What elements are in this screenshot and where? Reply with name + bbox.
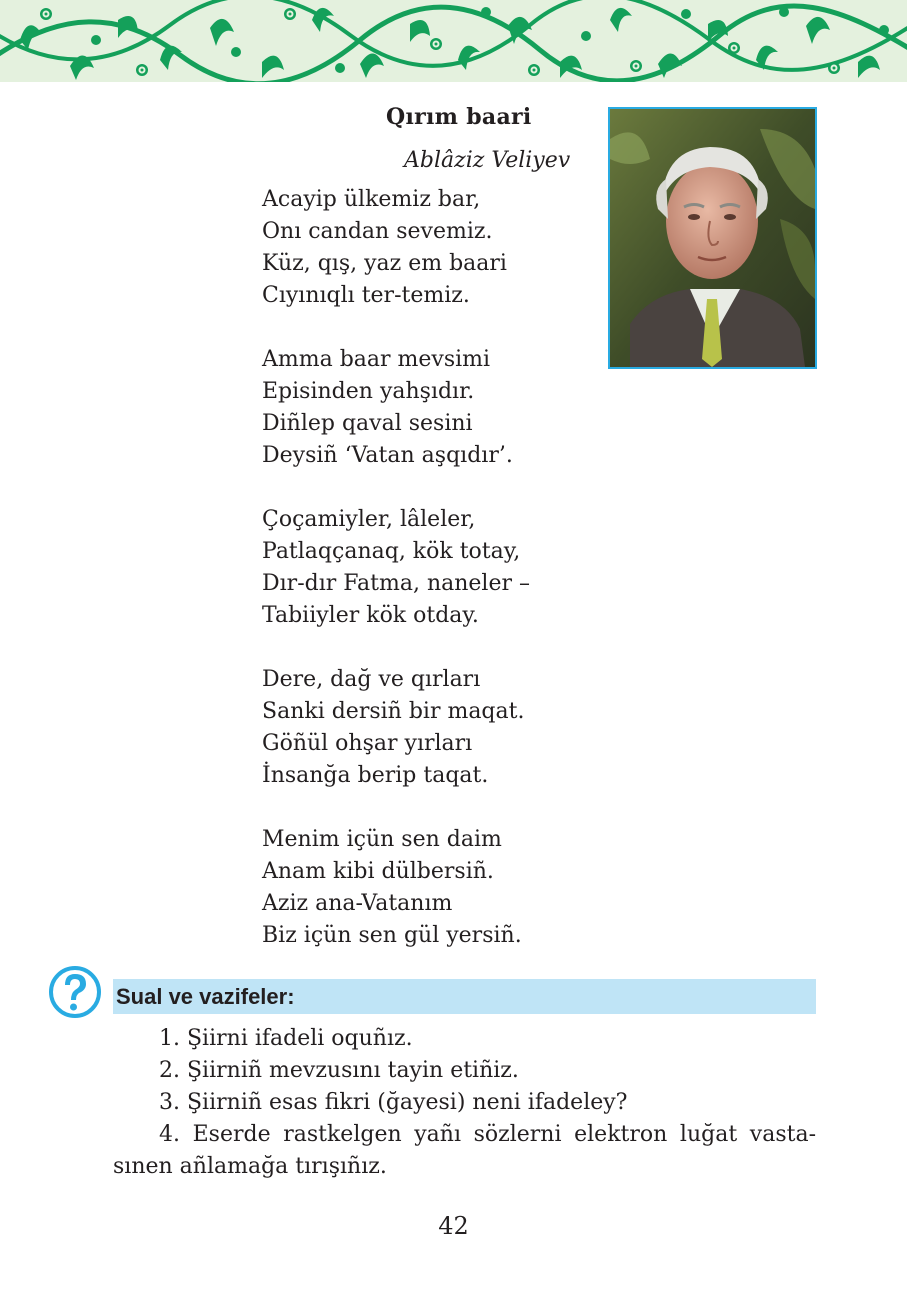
poem-stanza — [262, 664, 530, 792]
poem-line: Aziz ana-Vatanım — [262, 891, 453, 916]
poem-body — [262, 184, 530, 952]
questions-section-header — [113, 979, 816, 1014]
poem-line: Menim içün sen daim — [262, 827, 502, 852]
poem-stanza — [262, 824, 530, 952]
poem-line: Çoçamiyler, lâleler, — [262, 507, 476, 532]
poem-line: Episinden yahşıdır. — [262, 379, 475, 404]
poem-line: Cıyınıqlı ter-temiz. — [262, 283, 470, 308]
poem-line: Biz içün sen gül yersiñ. — [262, 923, 522, 948]
poem-stanza — [262, 344, 530, 472]
poem-line: Sanki dersiñ bir maqat. — [262, 699, 525, 724]
poem-line: Onı candan sevemiz. — [262, 219, 493, 244]
poem-line: Tabiiyler kök otday. — [262, 603, 479, 628]
poem-line: Diñlep qaval sesini — [262, 411, 473, 436]
author-portrait — [608, 107, 817, 369]
poem-line: Dır-dır Fatma, naneler – — [262, 571, 530, 596]
decorative-floral-banner — [0, 0, 907, 82]
poem-line: Küz, qış, yaz em baari — [262, 251, 507, 276]
poem-line: Dere, dağ ve qırları — [262, 667, 481, 692]
questions-heading: Sual ve vazifeler: — [116, 984, 295, 1009]
question-item: 4. Eserde rastkelgen yañı sözlerni elektron luğat vasta-sınen añlamağa tırışıñız. — [113, 1122, 816, 1179]
poem-line: Göñül ohşar yırları — [262, 731, 473, 756]
poem-stanza — [262, 504, 530, 632]
question-mark-icon — [48, 965, 102, 1019]
poem-line: Amma baar mevsimi — [262, 347, 491, 372]
question-item: 2. Şiirniñ mevzusını tayin etiñiz. — [159, 1058, 519, 1083]
questions-list — [113, 1023, 816, 1183]
question-item: 3. Şiirniñ esas fikri (ğayesi) neni ifadeley? — [159, 1090, 628, 1115]
poem-line: Acayip ülkemiz bar, — [262, 187, 481, 212]
question-item: 1. Şiirni ifadeli oquñız. — [159, 1026, 413, 1051]
poem-stanza — [262, 184, 530, 312]
poem-line: Deysiñ ‘Vatan aşqıdır’. — [262, 443, 513, 468]
page-number: 42 — [438, 1212, 469, 1240]
poem-line: İnsanğa berip taqat. — [262, 763, 489, 788]
poem-line: Anam kibi dülbersiñ. — [262, 859, 494, 884]
poem-title: Qırım baari — [386, 104, 532, 130]
poem-line: Patlaqçanaq, kök totay, — [262, 539, 521, 564]
poem-author: Ablâziz Veliyev — [404, 148, 571, 173]
